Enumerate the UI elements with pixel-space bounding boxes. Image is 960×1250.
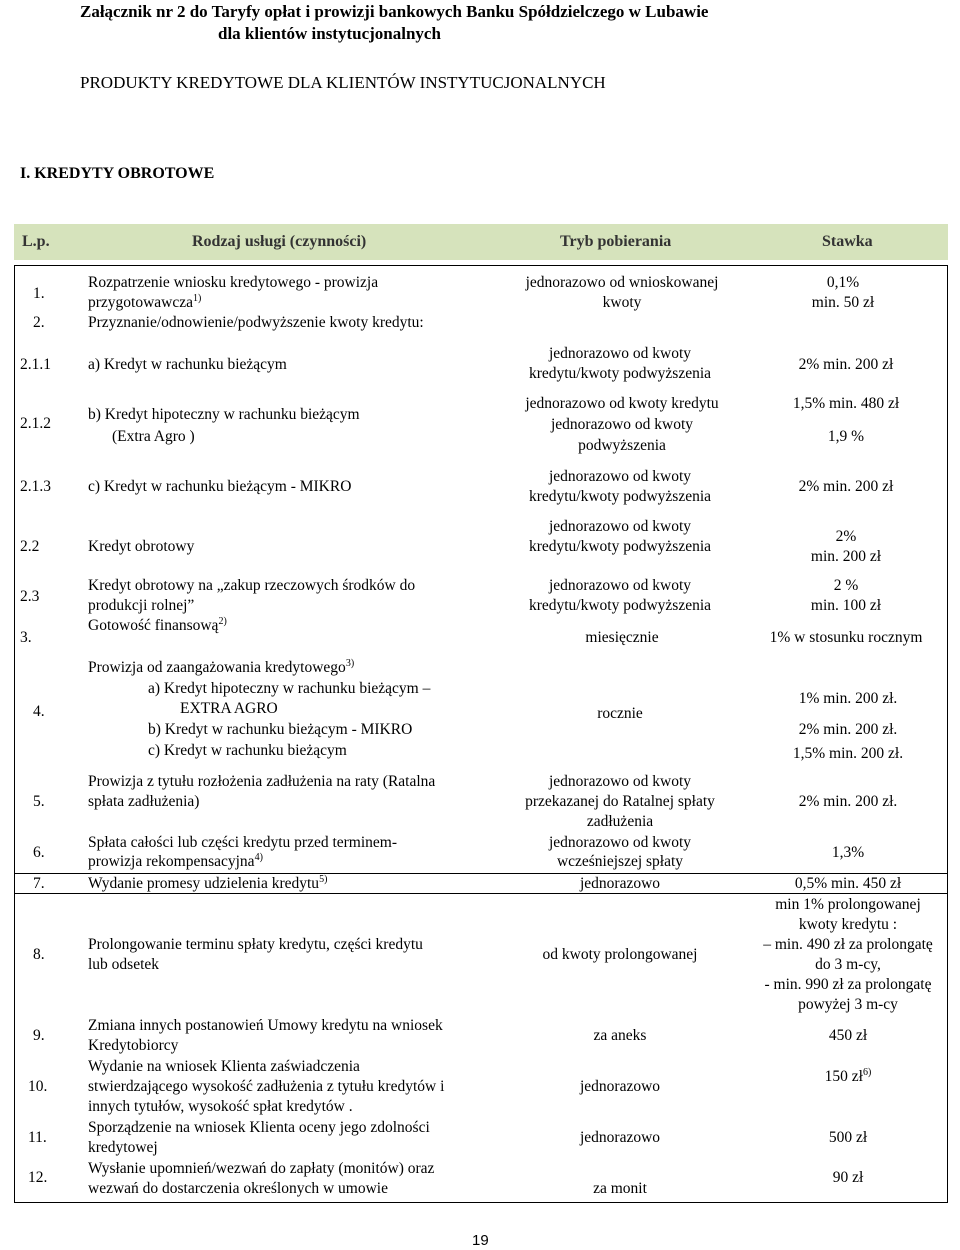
row-12-rate: 90 zł <box>832 1169 864 1186</box>
row-8-service: Prolongowanie terminu spłaty kredytu, części kredytu <box>88 936 423 953</box>
row-8-service-cont: lub odsetek <box>88 956 160 973</box>
col-header-rate: Stawka <box>822 233 873 250</box>
row-212-lp: 2.1.2 <box>20 415 51 432</box>
page-number: 19 <box>472 1232 489 1249</box>
row-3-service: Gotowość finansową$^{2)}$ <box>88 615 227 634</box>
row-211-rate: 2% min. 200 zł <box>798 356 894 373</box>
row-2-service: Przyznanie/odnowienie/podwyższenie kwoty kredytu: <box>88 314 424 331</box>
row-12-mode: za monit <box>593 1180 647 1197</box>
row-12-service: Wysłanie upomnień/wezwań do zapłaty (monitów) oraz <box>88 1160 435 1177</box>
row-10-lp: 10. <box>28 1078 48 1095</box>
row-23-mode: jednorazowo od kwoty <box>548 577 692 594</box>
row-22-service: Kredyt obrotowy <box>88 538 195 555</box>
row-6-service: Spłata całości lub części kredytu przed terminem- <box>88 834 398 851</box>
row-7-rate: 0,5% min. 450 zł <box>794 875 902 892</box>
row-212-mode-2: jednorazowo od kwoty <box>550 416 694 433</box>
row-7-mode: jednorazowo <box>579 875 661 892</box>
row-213-lp: 2.1.3 <box>20 478 51 495</box>
row-22-mode: jednorazowo od kwoty <box>548 518 692 535</box>
row-5-service: Prowizja z tytułu rozłożenia zadłużenia na raty (Ratalna <box>88 773 436 790</box>
row-23-mode-cont: kredytu/kwoty podwyższenia <box>528 597 712 614</box>
row-3-lp: 3. <box>20 629 32 646</box>
row-6-lp: 6. <box>33 844 45 861</box>
row-212-service-cont: (Extra Agro ) <box>112 428 195 445</box>
row-22-mode-cont: kredytu/kwoty podwyższenia <box>528 538 712 555</box>
row-8-lp: 8. <box>33 946 45 963</box>
row-6-mode: jednorazowo od kwoty <box>548 834 692 851</box>
row-213-service: c) Kredyt w rachunku bieżącym - MIKRO <box>88 478 352 495</box>
row-8-rate-6: powyżej 3 m-cy <box>798 996 898 1013</box>
row-23-service: Kredyt obrotowy na „zakup rzeczowych środków do <box>88 577 416 594</box>
row-5-mode-2: przekazanej do Ratalnej spłaty <box>525 793 715 810</box>
row-4-lp: 4. <box>33 703 45 720</box>
row-7-lp: 7. <box>33 875 45 892</box>
row-8-mode: od kwoty prolongowanej <box>542 946 698 963</box>
col-header-mode: Tryb pobierania <box>560 233 672 250</box>
row-1-service: Rozpatrzenie wniosku kredytowego - prowizja <box>88 274 379 291</box>
row-23-rate: 2 % <box>833 577 859 594</box>
annex-title: Załącznik nr 2 do Taryfy opłat i prowizji bankowych Banku Spółdzielczego w Lubawie <box>80 2 709 21</box>
row-11-service-cont: kredytowej <box>88 1139 158 1156</box>
row-6-mode-cont: wcześniejszej spłaty <box>556 853 684 870</box>
col-header-lp: L.p. <box>22 233 50 250</box>
row-4-rate-c: 1,5% min. 200 zł. <box>792 745 904 762</box>
row-22-rate-min: min. 200 zł <box>810 548 882 565</box>
row-5-service-cont: spłata zadłużenia) <box>88 793 200 810</box>
row-4-rate-b: 2% min. 200 zł. <box>798 721 898 738</box>
row-1-rate-min: min. 50 zł <box>811 294 875 311</box>
row-1-lp: 1. <box>33 285 45 302</box>
table-header-bar <box>14 224 948 260</box>
row-4-rate-a: 1% min. 200 zł. <box>798 690 898 707</box>
row-212-service: b) Kredyt hipoteczny w rachunku bieżącym <box>88 406 360 423</box>
row-6-rate: 1,3% <box>831 844 865 861</box>
row-12-service-cont: wezwań do dostarczenia określonych w umowie <box>88 1180 388 1197</box>
row-5-mode: jednorazowo od kwoty <box>548 773 692 790</box>
row-5-lp: 5. <box>33 793 45 810</box>
row-8-rate-3: – min. 490 zł za prolongatę <box>763 936 933 953</box>
row-9-rate: 450 zł <box>828 1027 868 1044</box>
row-23-rate-min: min. 100 zł <box>810 597 882 614</box>
row-4-item-a: a) Kredyt hipoteczny w rachunku bieżącym – <box>148 680 431 697</box>
row-1-rate: 0,1% <box>826 274 860 291</box>
row-1-mode: jednorazowo od wnioskowanej <box>525 274 719 291</box>
row-3-mode: miesięcznie <box>585 629 659 646</box>
row-10-mode: jednorazowo <box>579 1078 661 1095</box>
row-4-mode: rocznie <box>597 705 643 722</box>
row-5-mode-3: zadłużenia <box>586 813 654 830</box>
row-22-lp: 2.2 <box>20 538 40 555</box>
row-11-service: Sporządzenie na wniosek Klienta oceny jego zdolności <box>88 1119 430 1136</box>
row-8-rate-1: min 1% prolongowanej <box>775 896 921 913</box>
row-211-mode-cont: kredytu/kwoty podwyższenia <box>528 365 712 382</box>
row-8-rate-5: - min. 990 zł za prolongatę <box>764 976 932 993</box>
row-11-mode: jednorazowo <box>579 1129 661 1146</box>
row-212-rate-2: 1,9 % <box>827 428 865 445</box>
row-23-lp: 2.3 <box>20 588 40 605</box>
row-211-service: a) Kredyt w rachunku bieżącym <box>88 356 287 373</box>
row-1-service-cont: przygotowawcza$^{1)}$ <box>88 292 202 311</box>
row-8-rate-4: do 3 m-cy, <box>815 956 881 973</box>
row-6-service-cont: prowizja rekompensacyjna$^{4)}$ <box>88 851 263 870</box>
row-10-service: Wydanie na wniosek Klienta zaświadczenia <box>88 1058 360 1075</box>
row-23-service-cont: produkcji rolnej” <box>88 597 195 614</box>
row-10-service-2: stwierdzającego wysokość zadłużenia z tytułu kredytów i <box>88 1078 445 1095</box>
row-10-service-3: innych tytułów, wysokość spłat kredytów . <box>88 1098 353 1115</box>
row-8-rate-2: kwoty kredytu : <box>798 916 898 933</box>
row-211-lp: 2.1.1 <box>20 356 51 373</box>
row-9-mode: za aneks <box>593 1027 647 1044</box>
row-4-item-a-cont: EXTRA AGRO <box>180 700 278 717</box>
row-22-rate: 2% <box>835 528 857 545</box>
row-7-service: Wydanie promesy udzielenia kredytu$^{5)}$ <box>88 873 328 892</box>
row-5-rate: 2% min. 200 zł. <box>798 793 898 810</box>
section-heading: I. KREDYTY OBROTOWE <box>20 165 215 182</box>
row-212-rate: 1,5% min. 480 zł <box>792 395 900 412</box>
row-2-lp: 2. <box>33 314 45 331</box>
row-213-mode-cont: kredytu/kwoty podwyższenia <box>528 488 712 505</box>
row-11-lp: 11. <box>28 1129 47 1146</box>
row-9-service: Zmiana innych postanowień Umowy kredytu na wniosek <box>88 1017 443 1034</box>
row-10-rate: 150 $zł^{6)}$ <box>824 1066 872 1085</box>
row-4-item-b: b) Kredyt w rachunku bieżącym - MIKRO <box>148 721 413 738</box>
row-213-rate: 2% min. 200 zł <box>798 478 894 495</box>
row-213-mode: jednorazowo od kwoty <box>548 468 692 485</box>
row-4-item-c: c) Kredyt w rachunku bieżącym <box>148 742 347 759</box>
row-3-rate: 1% w stosunku rocznym <box>769 629 923 646</box>
annex-subtitle: dla klientów instytucjonalnych <box>218 24 441 43</box>
row-212-mode-3: podwyższenia <box>578 437 666 454</box>
row-1-mode-cont: kwoty <box>602 294 642 311</box>
col-header-service: Rodzaj usługi (czynności) <box>192 233 367 250</box>
row-11-rate: 500 zł <box>828 1129 868 1146</box>
row-12-lp: 12. <box>28 1169 48 1186</box>
row-9-lp: 9. <box>33 1027 45 1044</box>
row-4-service: Prowizja od zaangażowania kredytowego$^{3)}$ <box>88 657 355 676</box>
row-9-service-cont: Kredytobiorcy <box>88 1037 179 1054</box>
products-heading: PRODUKTY KREDYTOWE DLA KLIENTÓW INSTYTUCJONALNYCH <box>80 73 606 92</box>
row-212-mode: jednorazowo od kwoty kredytu <box>525 395 719 412</box>
row-211-mode: jednorazowo od kwoty <box>548 345 692 362</box>
